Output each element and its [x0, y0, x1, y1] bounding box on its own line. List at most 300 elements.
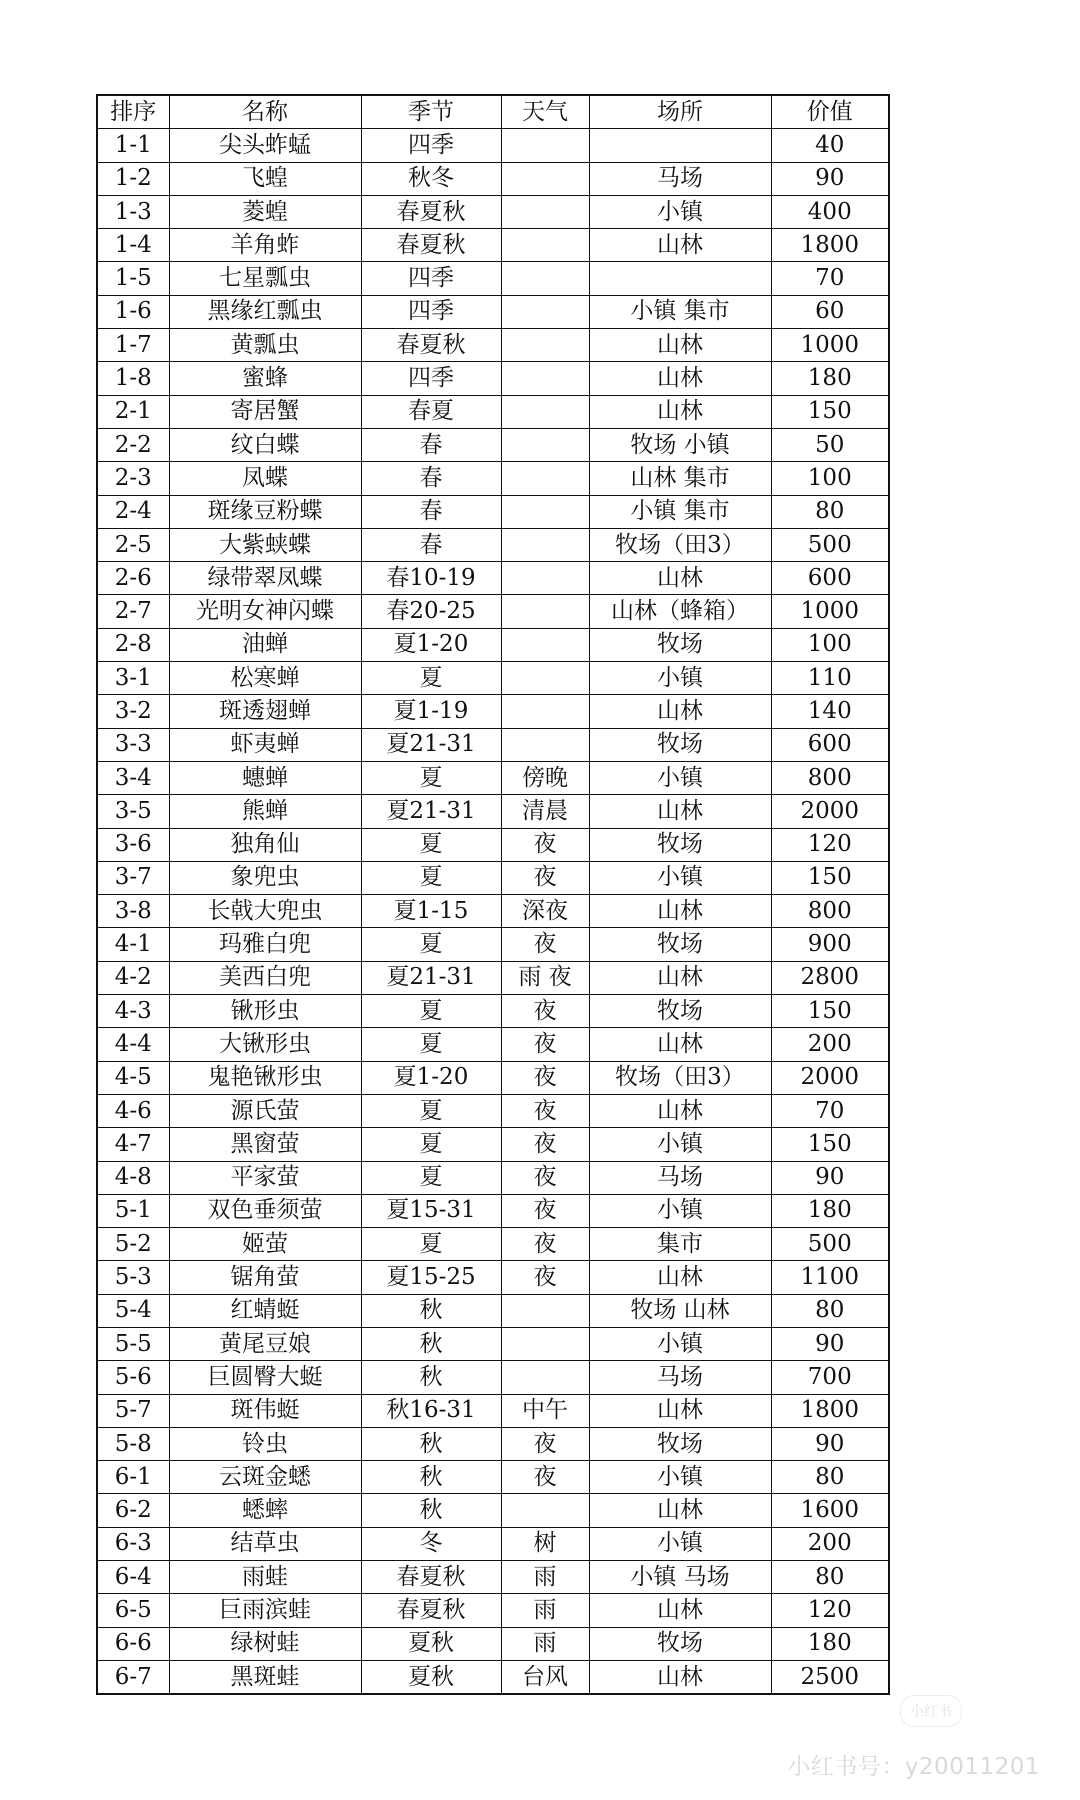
cell-name: 结草虫	[169, 1527, 361, 1560]
cell-season: 春20-25	[361, 595, 501, 628]
cell-place: 牧场（田3）	[589, 1061, 771, 1094]
cell-season: 夏21-31	[361, 795, 501, 828]
cell-weather	[501, 129, 589, 162]
cell-season: 秋	[361, 1461, 501, 1494]
cell-place: 小镇	[589, 662, 771, 695]
cell-rank: 3-4	[97, 761, 169, 794]
table-row	[97, 861, 889, 894]
cell-weather: 夜	[501, 1094, 589, 1127]
cell-season: 夏	[361, 928, 501, 961]
table-row	[97, 195, 889, 228]
table-row	[97, 695, 889, 728]
table-row	[97, 1494, 889, 1527]
cell-season: 春夏秋	[361, 195, 501, 228]
header-name: 名称	[169, 95, 361, 129]
cell-season: 夏1-20	[361, 628, 501, 661]
cell-season: 春	[361, 528, 501, 561]
cell-place: 小镇 马场	[589, 1561, 771, 1594]
cell-value: 2800	[771, 961, 889, 994]
cell-rank: 4-7	[97, 1128, 169, 1161]
cell-name: 光明女神闪蝶	[169, 595, 361, 628]
cell-name: 黑缘红瓢虫	[169, 295, 361, 328]
cell-weather: 夜	[501, 995, 589, 1028]
cell-place	[589, 262, 771, 295]
cell-rank: 2-4	[97, 495, 169, 528]
cell-name: 长戟大兜虫	[169, 895, 361, 928]
table-row	[97, 1627, 889, 1660]
cell-rank: 5-7	[97, 1394, 169, 1427]
cell-weather	[501, 462, 589, 495]
cell-place: 山林	[589, 362, 771, 395]
cell-place: 牧场 山林	[589, 1294, 771, 1327]
cell-name: 飞蝗	[169, 162, 361, 195]
cell-value: 1600	[771, 1494, 889, 1527]
cell-weather: 清晨	[501, 795, 589, 828]
cell-season: 秋	[361, 1327, 501, 1360]
table-header	[97, 95, 889, 129]
cell-season: 夏21-31	[361, 961, 501, 994]
table-row	[97, 1128, 889, 1161]
cell-place: 山林	[589, 795, 771, 828]
table-row	[97, 1094, 889, 1127]
cell-name: 巨雨滨蛙	[169, 1594, 361, 1627]
cell-value: 150	[771, 995, 889, 1028]
table-row	[97, 229, 889, 262]
cell-name: 鬼艳锹形虫	[169, 1061, 361, 1094]
cell-name: 尖头蚱蜢	[169, 129, 361, 162]
cell-rank: 1-1	[97, 129, 169, 162]
header-weather: 天气	[501, 95, 589, 129]
cell-rank: 2-8	[97, 628, 169, 661]
cell-value: 1000	[771, 595, 889, 628]
cell-value: 1800	[771, 229, 889, 262]
cell-rank: 6-4	[97, 1561, 169, 1594]
cell-value: 80	[771, 1294, 889, 1327]
cell-season: 夏秋	[361, 1660, 501, 1694]
cell-season: 夏	[361, 995, 501, 1028]
cell-season: 冬	[361, 1527, 501, 1560]
table-row	[97, 828, 889, 861]
cell-rank: 2-1	[97, 395, 169, 428]
cell-rank: 1-5	[97, 262, 169, 295]
cell-season: 四季	[361, 129, 501, 162]
cell-value: 180	[771, 1194, 889, 1227]
cell-season: 春	[361, 428, 501, 461]
table-row	[97, 162, 889, 195]
cell-season: 春夏秋	[361, 329, 501, 362]
cell-rank: 3-1	[97, 662, 169, 695]
cell-name: 黄尾豆娘	[169, 1327, 361, 1360]
cell-season: 夏1-15	[361, 895, 501, 928]
cell-weather	[501, 1494, 589, 1527]
cell-weather	[501, 528, 589, 561]
cell-rank: 4-5	[97, 1061, 169, 1094]
cell-name: 大紫蛱蝶	[169, 528, 361, 561]
cell-place: 牧场	[589, 628, 771, 661]
cell-name: 美西白兜	[169, 961, 361, 994]
cell-name: 油蝉	[169, 628, 361, 661]
cell-value: 2000	[771, 795, 889, 828]
cell-weather: 中午	[501, 1394, 589, 1427]
header-value: 价值	[771, 95, 889, 129]
cell-place: 牧场 小镇	[589, 428, 771, 461]
cell-place: 牧场（田3）	[589, 528, 771, 561]
cell-weather: 雨 夜	[501, 961, 589, 994]
cell-value: 2500	[771, 1660, 889, 1694]
table-row	[97, 1394, 889, 1427]
table-row	[97, 262, 889, 295]
cell-season: 四季	[361, 362, 501, 395]
cell-season: 春	[361, 495, 501, 528]
cell-place: 小镇	[589, 1128, 771, 1161]
table-row	[97, 895, 889, 928]
cell-value: 600	[771, 562, 889, 595]
cell-weather	[501, 428, 589, 461]
cell-rank: 4-4	[97, 1028, 169, 1061]
cell-weather: 夜	[501, 1461, 589, 1494]
cell-value: 90	[771, 1427, 889, 1460]
cell-season: 秋	[361, 1427, 501, 1460]
cell-weather: 台风	[501, 1660, 589, 1694]
cell-name: 双色垂须萤	[169, 1194, 361, 1227]
cell-value: 1100	[771, 1261, 889, 1294]
table-body	[97, 129, 889, 1694]
cell-place: 山林	[589, 1494, 771, 1527]
cell-season: 夏	[361, 1028, 501, 1061]
cell-rank: 2-7	[97, 595, 169, 628]
cell-weather: 傍晚	[501, 761, 589, 794]
cell-place: 马场	[589, 1361, 771, 1394]
cell-weather: 树	[501, 1527, 589, 1560]
cell-name: 云斑金蟋	[169, 1461, 361, 1494]
cell-name: 黑斑蛙	[169, 1660, 361, 1694]
cell-weather: 夜	[501, 1161, 589, 1194]
cell-place: 山林	[589, 562, 771, 595]
cell-place: 山林	[589, 1660, 771, 1694]
cell-name: 雨蛙	[169, 1561, 361, 1594]
cell-weather: 夜	[501, 828, 589, 861]
cell-name: 蟪蝉	[169, 761, 361, 794]
cell-weather	[501, 162, 589, 195]
cell-rank: 3-3	[97, 728, 169, 761]
cell-name: 平家萤	[169, 1161, 361, 1194]
cell-weather	[501, 1327, 589, 1360]
cell-place: 牧场	[589, 928, 771, 961]
cell-place: 山林	[589, 329, 771, 362]
cell-place: 山林 集市	[589, 462, 771, 495]
cell-season: 四季	[361, 295, 501, 328]
cell-name: 羊角蚱	[169, 229, 361, 262]
cell-weather: 夜	[501, 1228, 589, 1261]
cell-value: 150	[771, 861, 889, 894]
cell-rank: 4-8	[97, 1161, 169, 1194]
cell-weather	[501, 1294, 589, 1327]
cell-weather	[501, 728, 589, 761]
cell-value: 800	[771, 895, 889, 928]
cell-place: 山林	[589, 229, 771, 262]
cell-value: 800	[771, 761, 889, 794]
cell-place: 小镇	[589, 761, 771, 794]
cell-rank: 2-6	[97, 562, 169, 595]
cell-season: 夏	[361, 1228, 501, 1261]
cell-weather	[501, 595, 589, 628]
cell-name: 凤蝶	[169, 462, 361, 495]
cell-season: 夏	[361, 1094, 501, 1127]
cell-place: 牧场	[589, 1427, 771, 1460]
cell-weather	[501, 362, 589, 395]
cell-rank: 5-8	[97, 1427, 169, 1460]
table-row	[97, 595, 889, 628]
cell-rank: 1-3	[97, 195, 169, 228]
cell-value: 500	[771, 1228, 889, 1261]
cell-name: 源氏萤	[169, 1094, 361, 1127]
table-row	[97, 761, 889, 794]
cell-season: 四季	[361, 262, 501, 295]
cell-name: 菱蝗	[169, 195, 361, 228]
cell-rank: 3-6	[97, 828, 169, 861]
cell-value: 180	[771, 362, 889, 395]
table-row	[97, 129, 889, 162]
cell-weather	[501, 262, 589, 295]
cell-value: 100	[771, 628, 889, 661]
table-row	[97, 329, 889, 362]
table-row	[97, 1028, 889, 1061]
cell-weather: 夜	[501, 928, 589, 961]
watermark-logo: 小红书	[900, 1695, 962, 1727]
cell-rank: 4-1	[97, 928, 169, 961]
cell-value: 80	[771, 1561, 889, 1594]
cell-place: 山林	[589, 395, 771, 428]
table-row	[97, 1561, 889, 1594]
table-row	[97, 995, 889, 1028]
cell-season: 春10-19	[361, 562, 501, 595]
cell-place	[589, 129, 771, 162]
cell-season: 春	[361, 462, 501, 495]
cell-rank: 6-5	[97, 1594, 169, 1627]
cell-value: 60	[771, 295, 889, 328]
cell-rank: 2-5	[97, 528, 169, 561]
cell-rank: 1-6	[97, 295, 169, 328]
cell-weather	[501, 295, 589, 328]
cell-season: 秋冬	[361, 162, 501, 195]
cell-weather: 夜	[501, 1427, 589, 1460]
cell-name: 黄瓢虫	[169, 329, 361, 362]
cell-weather: 夜	[501, 1194, 589, 1227]
cell-rank: 6-1	[97, 1461, 169, 1494]
cell-value: 200	[771, 1028, 889, 1061]
cell-value: 90	[771, 1161, 889, 1194]
cell-name: 铃虫	[169, 1427, 361, 1460]
cell-rank: 6-7	[97, 1660, 169, 1694]
table-row	[97, 961, 889, 994]
cell-name: 熊蝉	[169, 795, 361, 828]
cell-value: 50	[771, 428, 889, 461]
cell-name: 虾夷蝉	[169, 728, 361, 761]
cell-place: 小镇	[589, 1194, 771, 1227]
cell-value: 70	[771, 262, 889, 295]
cell-weather	[501, 195, 589, 228]
table-row	[97, 1660, 889, 1694]
cell-rank: 1-7	[97, 329, 169, 362]
cell-season: 夏	[361, 761, 501, 794]
cell-season: 夏	[361, 662, 501, 695]
cell-value: 500	[771, 528, 889, 561]
cell-value: 120	[771, 1594, 889, 1627]
cell-name: 松寒蝉	[169, 662, 361, 695]
cell-weather: 雨	[501, 1594, 589, 1627]
cell-place: 山林	[589, 1028, 771, 1061]
table-row	[97, 1261, 889, 1294]
cell-place: 山林	[589, 695, 771, 728]
cell-place: 马场	[589, 162, 771, 195]
cell-name: 大锹形虫	[169, 1028, 361, 1061]
cell-place: 山林	[589, 1261, 771, 1294]
cell-weather	[501, 1361, 589, 1394]
cell-weather	[501, 695, 589, 728]
cell-place: 牧场	[589, 995, 771, 1028]
cell-place: 山林（蜂箱）	[589, 595, 771, 628]
cell-season: 春夏秋	[361, 229, 501, 262]
table-row	[97, 462, 889, 495]
table-row	[97, 1527, 889, 1560]
cell-rank: 2-2	[97, 428, 169, 461]
cell-season: 春夏秋	[361, 1561, 501, 1594]
cell-weather: 雨	[501, 1561, 589, 1594]
table-row	[97, 362, 889, 395]
cell-place: 马场	[589, 1161, 771, 1194]
table-row	[97, 1594, 889, 1627]
cell-place: 牧场	[589, 1627, 771, 1660]
cell-rank: 3-2	[97, 695, 169, 728]
cell-value: 90	[771, 1327, 889, 1360]
table-row	[97, 1327, 889, 1360]
cell-value: 1800	[771, 1394, 889, 1427]
cell-value: 2000	[771, 1061, 889, 1094]
cell-rank: 3-8	[97, 895, 169, 928]
cell-season: 夏	[361, 1161, 501, 1194]
cell-name: 绿树蛙	[169, 1627, 361, 1660]
insect-table	[96, 94, 890, 1695]
cell-place: 山林	[589, 1094, 771, 1127]
cell-season: 春夏秋	[361, 1594, 501, 1627]
table-row	[97, 495, 889, 528]
cell-rank: 5-3	[97, 1261, 169, 1294]
cell-place: 小镇	[589, 1461, 771, 1494]
table-row	[97, 628, 889, 661]
cell-place: 山林	[589, 961, 771, 994]
cell-rank: 4-6	[97, 1094, 169, 1127]
cell-name: 玛雅白兜	[169, 928, 361, 961]
cell-name: 黑窗萤	[169, 1128, 361, 1161]
cell-rank: 2-3	[97, 462, 169, 495]
cell-name: 锯角萤	[169, 1261, 361, 1294]
table-row	[97, 1194, 889, 1227]
cell-place: 集市	[589, 1228, 771, 1261]
cell-weather: 夜	[501, 1261, 589, 1294]
cell-weather: 雨	[501, 1627, 589, 1660]
cell-rank: 4-3	[97, 995, 169, 1028]
cell-weather	[501, 395, 589, 428]
table-row	[97, 428, 889, 461]
cell-season: 秋	[361, 1494, 501, 1527]
table-row	[97, 295, 889, 328]
cell-name: 姬萤	[169, 1228, 361, 1261]
cell-value: 180	[771, 1627, 889, 1660]
cell-season: 夏15-31	[361, 1194, 501, 1227]
cell-rank: 3-5	[97, 795, 169, 828]
table-row	[97, 1294, 889, 1327]
cell-place: 小镇	[589, 1527, 771, 1560]
watermark-id: 小红书号：y20011201	[787, 1754, 1040, 1780]
cell-season: 春夏	[361, 395, 501, 428]
cell-name: 象兜虫	[169, 861, 361, 894]
table-row	[97, 662, 889, 695]
cell-weather	[501, 495, 589, 528]
cell-value: 100	[771, 462, 889, 495]
cell-value: 70	[771, 1094, 889, 1127]
table-row	[97, 528, 889, 561]
table-row	[97, 1161, 889, 1194]
cell-name: 寄居蟹	[169, 395, 361, 428]
cell-value: 400	[771, 195, 889, 228]
cell-rank: 5-6	[97, 1361, 169, 1394]
cell-rank: 1-4	[97, 229, 169, 262]
cell-weather	[501, 329, 589, 362]
table-row	[97, 728, 889, 761]
cell-name: 斑伟蜓	[169, 1394, 361, 1427]
cell-season: 夏	[361, 861, 501, 894]
cell-season: 夏1-20	[361, 1061, 501, 1094]
cell-place: 小镇	[589, 1327, 771, 1360]
cell-name: 锹形虫	[169, 995, 361, 1028]
table-row	[97, 1228, 889, 1261]
cell-value: 80	[771, 495, 889, 528]
cell-season: 夏1-19	[361, 695, 501, 728]
cell-value: 1000	[771, 329, 889, 362]
table-row	[97, 1427, 889, 1460]
cell-rank: 6-6	[97, 1627, 169, 1660]
header-row	[97, 95, 889, 129]
cell-value: 110	[771, 662, 889, 695]
cell-value: 80	[771, 1461, 889, 1494]
table-row	[97, 795, 889, 828]
cell-rank: 1-2	[97, 162, 169, 195]
cell-value: 600	[771, 728, 889, 761]
cell-weather	[501, 562, 589, 595]
cell-name: 七星瓢虫	[169, 262, 361, 295]
cell-rank: 3-7	[97, 861, 169, 894]
cell-name: 红蜻蜓	[169, 1294, 361, 1327]
cell-value: 150	[771, 1128, 889, 1161]
cell-season: 夏秋	[361, 1627, 501, 1660]
cell-place: 山林	[589, 1594, 771, 1627]
cell-place: 小镇 集市	[589, 495, 771, 528]
cell-weather: 深夜	[501, 895, 589, 928]
cell-rank: 5-2	[97, 1228, 169, 1261]
cell-name: 绿带翠凤蝶	[169, 562, 361, 595]
cell-place: 牧场	[589, 828, 771, 861]
cell-weather	[501, 662, 589, 695]
cell-place: 小镇	[589, 861, 771, 894]
cell-name: 纹白蝶	[169, 428, 361, 461]
header-rank: 排序	[97, 95, 169, 129]
cell-weather: 夜	[501, 1061, 589, 1094]
cell-value: 200	[771, 1527, 889, 1560]
cell-name: 蜜蜂	[169, 362, 361, 395]
cell-weather: 夜	[501, 1128, 589, 1161]
cell-weather	[501, 229, 589, 262]
cell-weather	[501, 628, 589, 661]
